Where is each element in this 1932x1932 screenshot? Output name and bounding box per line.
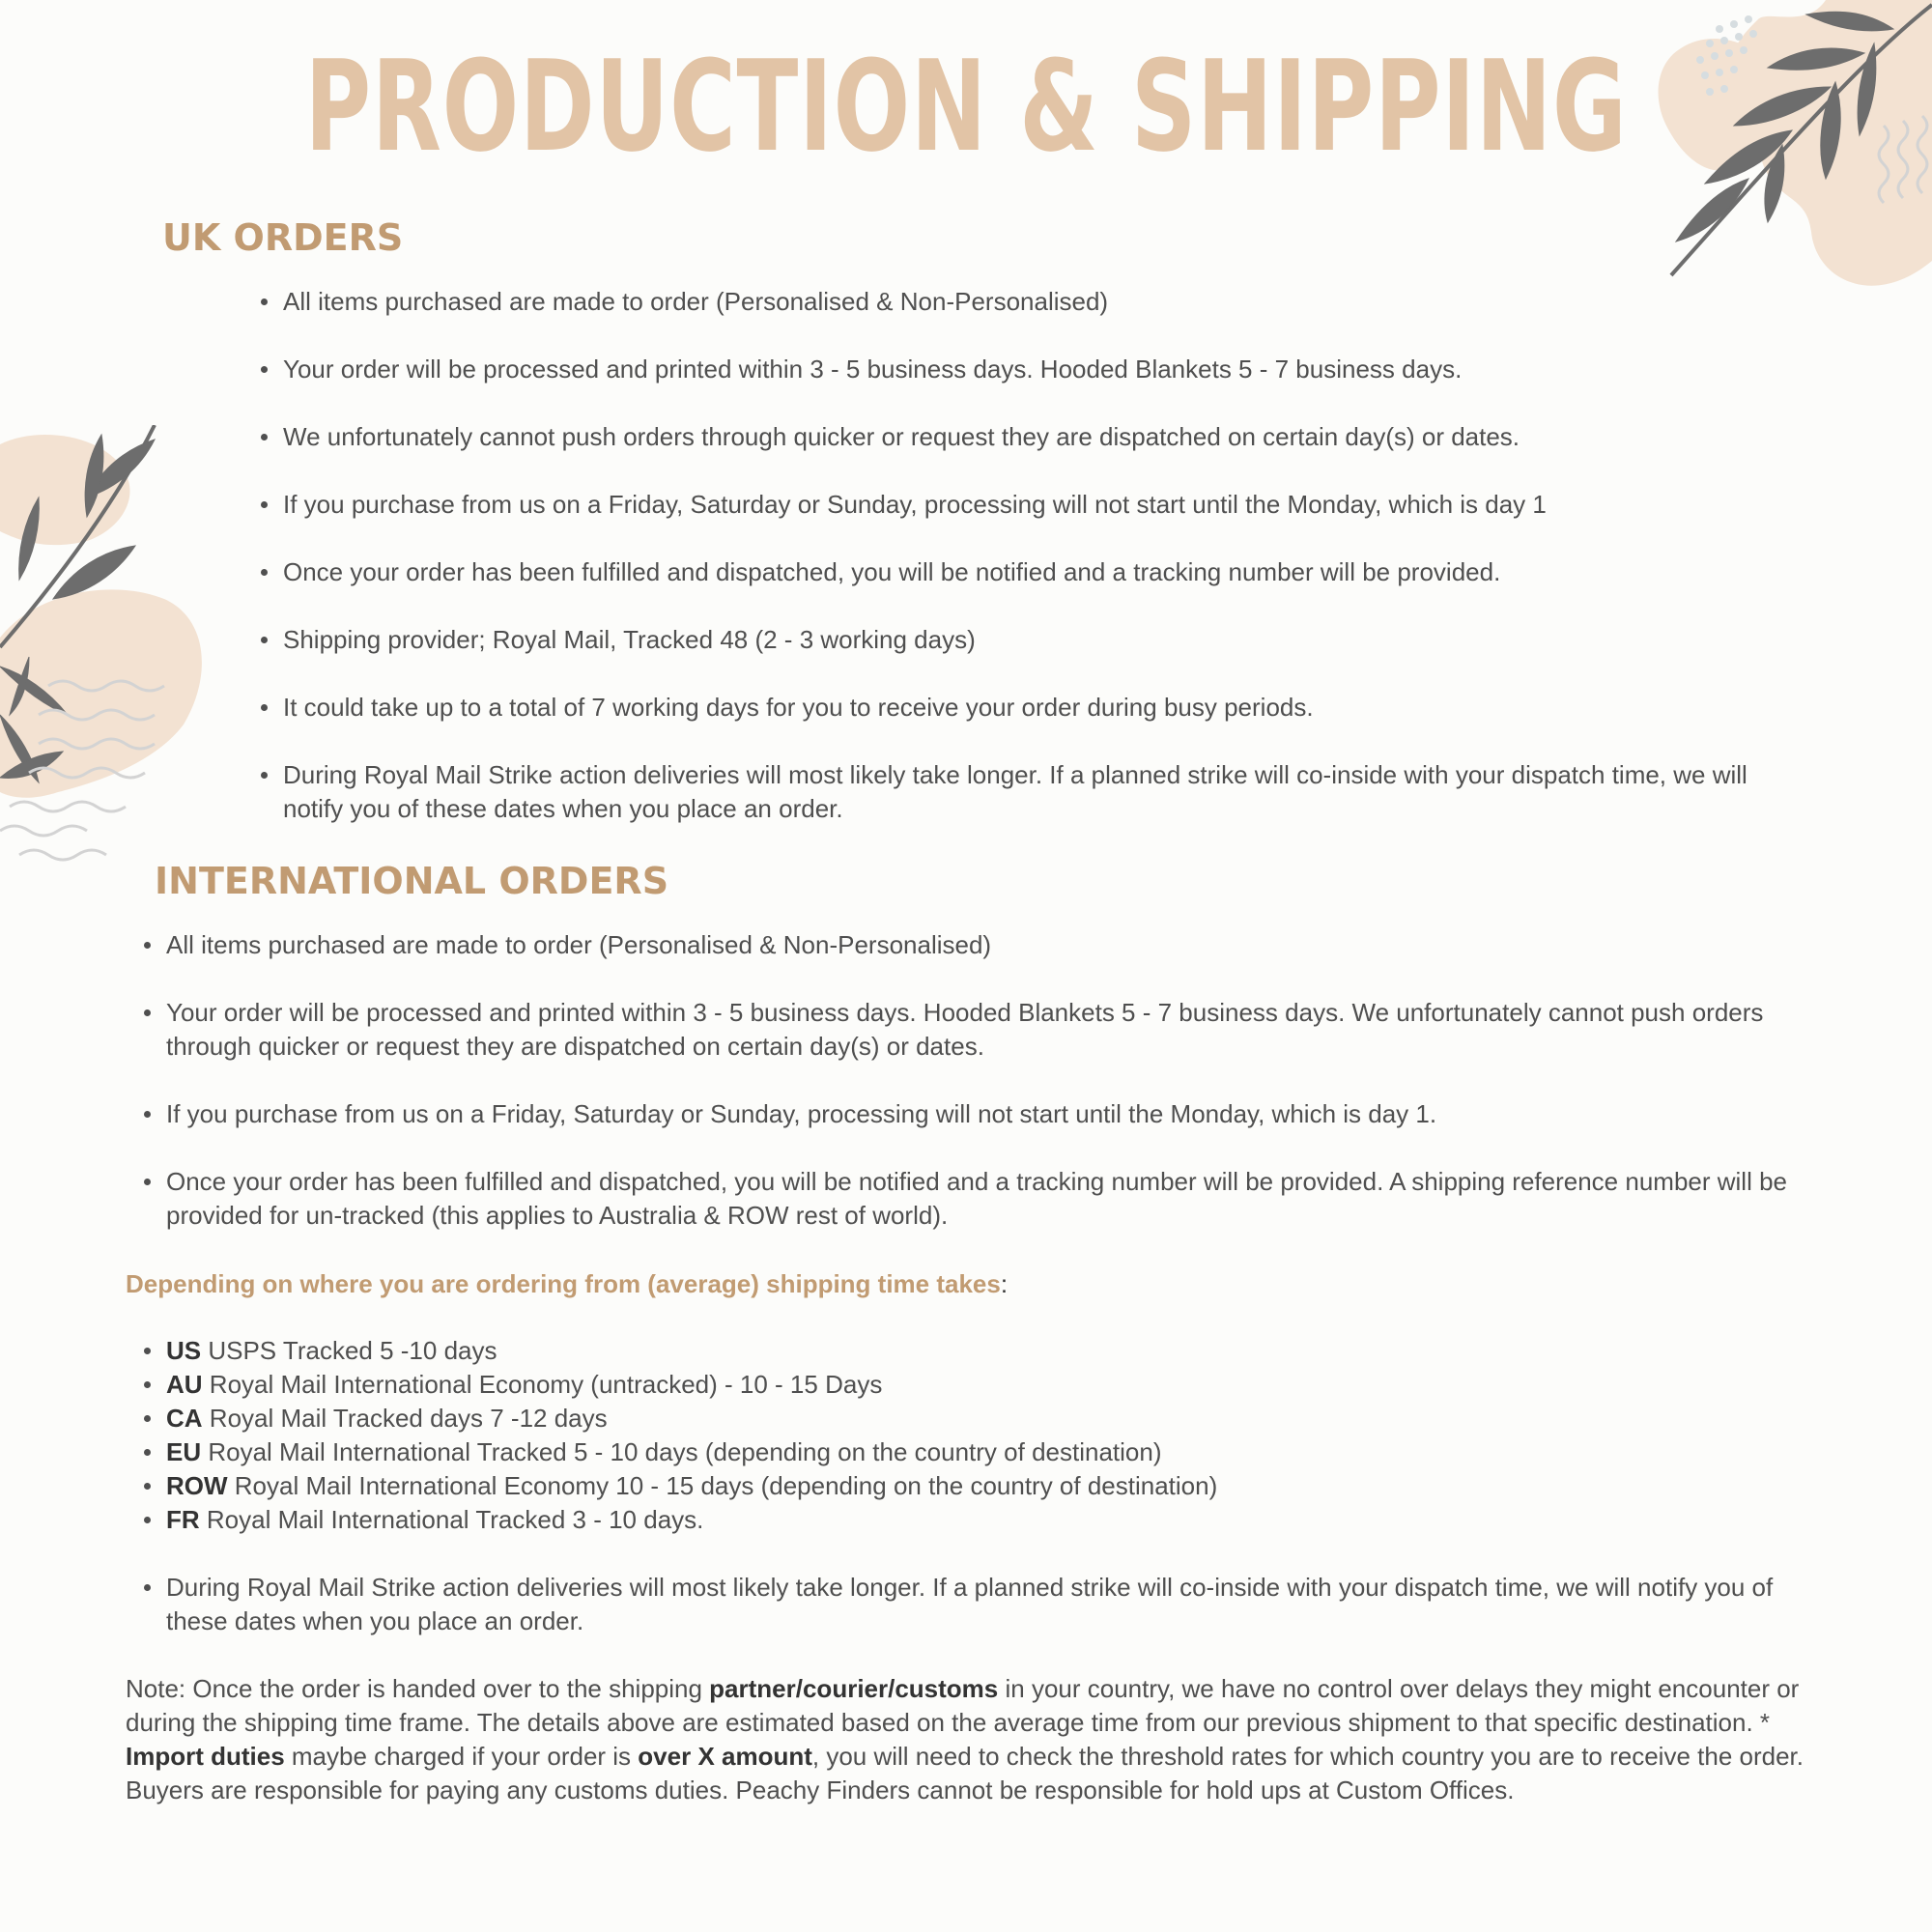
- list-item: Once your order has been fulfilled and dispatched, you will be notified and a tracking number will be provided. A shipping reference number will be provided for un-tracked (this applies to Australia & ROW rest of world).: [166, 1165, 1799, 1233]
- strike-notice-list: [166, 1571, 1799, 1638]
- country-item: [166, 1469, 1799, 1503]
- list-item: All items purchased are made to order (Personalised & Non-Personalised): [283, 285, 1790, 319]
- list-item: Shipping provider; Royal Mail, Tracked 48 (2 - 3 working days): [283, 623, 1790, 657]
- country-item: [166, 1503, 1799, 1537]
- country-shipping-text: Royal Mail International Economy 10 - 15 days (depending on the country of destination): [227, 1471, 1218, 1500]
- international-orders-list: [166, 928, 1799, 1266]
- shipping-times-intro-colon: :: [1000, 1269, 1009, 1298]
- country-shipping-text: Royal Mail International Tracked 3 - 10 days.: [199, 1505, 704, 1534]
- peach-blob-icon: [0, 435, 129, 545]
- uk-orders-heading: UK ORDERS: [162, 216, 404, 259]
- list-item: During Royal Mail Strike action deliveries will most likely take longer. If a planned strike will co-inside with your dispatch time, we will notify you of these dates when you place an order.: [166, 1571, 1799, 1638]
- country-code: AU: [166, 1370, 203, 1399]
- country-shipping-text: Royal Mail International Tracked 5 - 10 days (depending on the country of destination): [201, 1437, 1162, 1466]
- shipping-times-intro-text: Depending on where you are ordering from (average) shipping time takes: [126, 1269, 1001, 1298]
- list-item: We unfortunately cannot push orders through quicker or request they are dispatched on certain day(s) or dates.: [283, 420, 1790, 454]
- note-bold: partner/courier/customs: [709, 1674, 999, 1703]
- country-code: EU: [166, 1437, 202, 1466]
- note-text: Note: Once the order is handed over to the shipping: [126, 1674, 710, 1703]
- country-code: FR: [166, 1505, 200, 1534]
- international-orders-heading: INTERNATIONAL ORDERS: [155, 860, 669, 902]
- list-item: During Royal Mail Strike action deliveries will most likely take longer. If a planned strike will co-inside with your dispatch time, we will notify you of these dates when you place an order.: [283, 758, 1790, 826]
- note-text: , you will need to check the threshold rates for which country you are to receive the order. Buyers are responsible for paying any customs duties. Peachy Finders cannot be responsible for hold ups at Custom Offices.: [126, 1742, 1804, 1804]
- shipping-note: [126, 1672, 1806, 1807]
- page-title: PRODUCTION & SHIPPING: [304, 33, 1628, 180]
- country-shipping-list: [166, 1334, 1799, 1537]
- country-code: US: [166, 1336, 202, 1365]
- country-item: [166, 1402, 1799, 1435]
- list-item: It could take up to a total of 7 working days for you to receive your order during busy periods.: [283, 691, 1790, 724]
- list-item: Your order will be processed and printed within 3 - 5 business days. Hooded Blankets 5 - 7 business days.: [283, 353, 1790, 386]
- list-item: If you purchase from us on a Friday, Saturday or Sunday, processing will not start until the Monday, which is day 1: [283, 488, 1790, 522]
- country-shipping-text: USPS Tracked 5 -10 days: [201, 1336, 497, 1365]
- note-text: maybe charged if your order is: [284, 1742, 639, 1771]
- country-shipping-text: Royal Mail International Economy (untracked) - 10 - 15 Days: [202, 1370, 883, 1399]
- note-bold: Import duties: [126, 1742, 285, 1771]
- leaf-branch-decoration-top-right: [1623, 0, 1932, 290]
- list-item: If you purchase from us on a Friday, Saturday or Sunday, processing will not start until the Monday, which is day 1.: [166, 1097, 1799, 1131]
- leaf-branch-decoration-left: [0, 425, 213, 879]
- country-item: [166, 1334, 1799, 1368]
- note-bold: over X amount: [638, 1742, 812, 1771]
- list-item: All items purchased are made to order (Personalised & Non-Personalised): [166, 928, 1799, 962]
- shipping-times-intro: [126, 1267, 1008, 1301]
- list-item: Once your order has been fulfilled and dispatched, you will be notified and a tracking number will be provided.: [283, 555, 1790, 589]
- list-item: Your order will be processed and printed within 3 - 5 business days. Hooded Blankets 5 - 7 business days. We unfortunately cannot push orders through quicker or request they are dispatched on certain day(s) or dates.: [166, 996, 1799, 1064]
- country-code: CA: [166, 1404, 203, 1433]
- country-shipping-text: Royal Mail Tracked days 7 -12 days: [202, 1404, 608, 1433]
- note-text: in your country, we have no control over delays they might encounter or during the shipping time frame. The details above are estimated based on the average time from our previous shipment to that specific destination. *: [126, 1674, 1800, 1737]
- country-item: [166, 1435, 1799, 1469]
- country-item: [166, 1368, 1799, 1402]
- uk-orders-list: [283, 285, 1790, 860]
- country-code: ROW: [166, 1471, 228, 1500]
